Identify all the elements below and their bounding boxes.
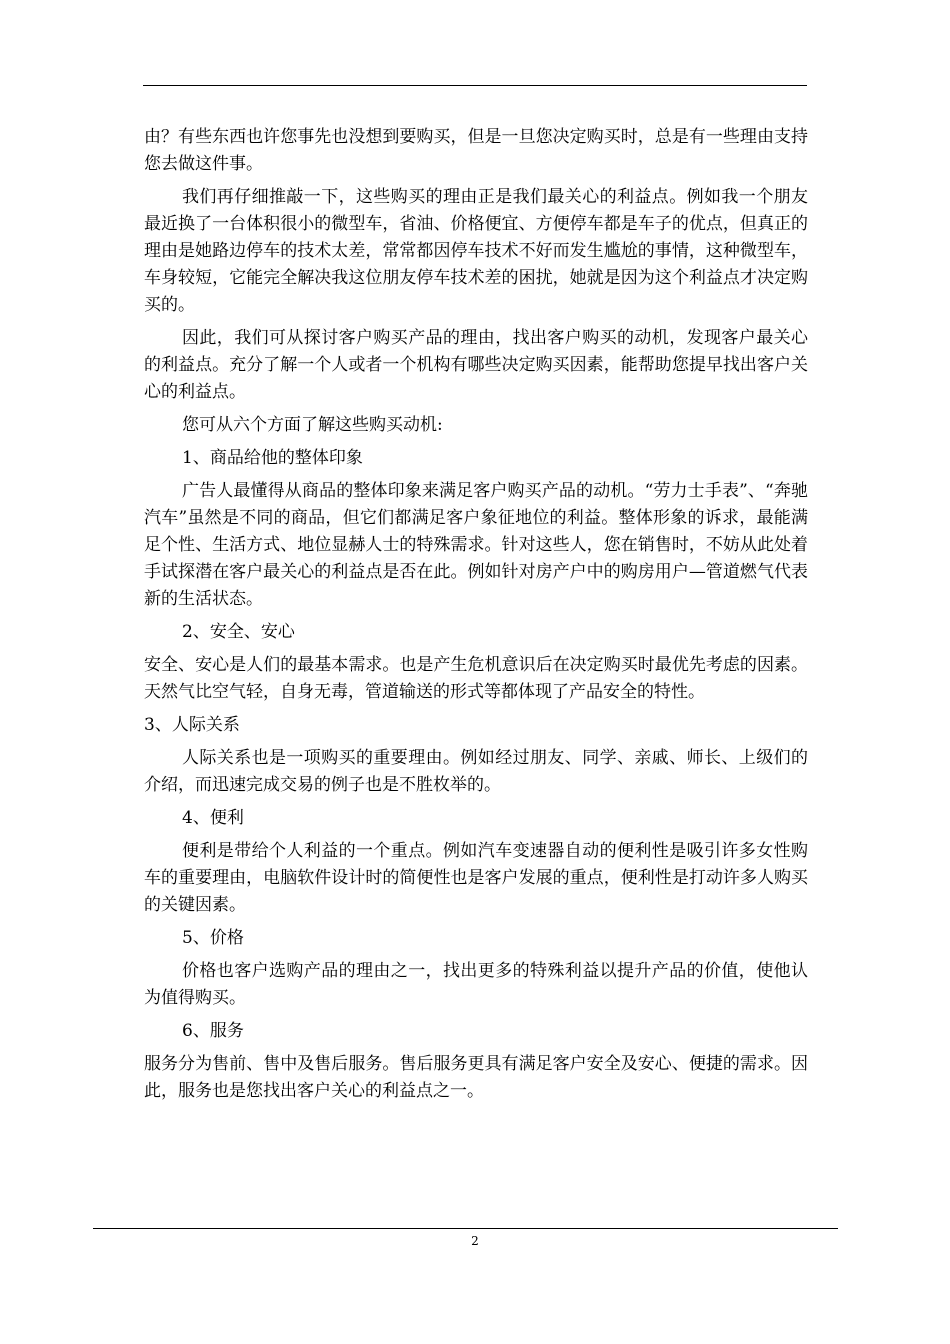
paragraph-therefore: 因此，我们可从探讨客户购买产品的理由，找出客户购买的动机，发现客户最关心的利益点。充分了解一个人或者一个机构有哪些决定购买因素，能帮助您提早找出客户关心的利益点。: [144, 328, 808, 402]
heading-service: 6、服务: [182, 1021, 244, 1041]
heading-convenience: 4、便利: [182, 808, 244, 828]
heading-safety: 2、安全、安心: [182, 622, 295, 642]
page-number: 2: [471, 1234, 479, 1248]
paragraph-service: 服务分为售前、售中及售后服务。售后服务更具有满足客户安全及安心、便捷的需求。因此，服务也是您找出客户关心的利益点之一。: [144, 1054, 808, 1101]
footer-rule: [93, 1228, 838, 1229]
header-rule: [143, 85, 807, 86]
paragraph-six-aspects: 您可从六个方面了解这些购买动机:: [182, 415, 443, 435]
paragraph-overall-impression: 广告人最懂得从商品的整体印象来满足客户购买产品的动机。“劳力士手表”、“奔驰汽车”虽然是不同的商品，但它们都满足客户象征地位的利益。整体形象的诉求，最能满足个性、生活方式、地位显赫人士的特殊需求。针对这些人，您在销售时，不妨从此处着手试探潜在客户最关心的利益点是否在此。例如针对房产户中的购房用户—管道燃气代表新的生活状态。: [144, 481, 808, 609]
paragraph-relationships: 人际关系也是一项购买的重要理由。例如经过朋友、同学、亲戚、师长、上级们的介绍，而迅速完成交易的例子也是不胜枚举的。: [144, 748, 808, 795]
paragraph-convenience: 便利是带给个人利益的一个重点。例如汽车变速器自动的便利性是吸引许多女性购车的重要理由，电脑软件设计时的简便性也是客户发展的重点，便利性是打动许多人购买的关键因素。: [144, 841, 808, 915]
paragraph-safety: 安全、安心是人们的最基本需求。也是产生危机意识后在决定购买时最优先考虑的因素。天然气比空气轻，自身无毒，管道输送的形式等都体现了产品安全的特性。: [144, 655, 808, 702]
heading-price: 5、价格: [182, 928, 244, 948]
document-body: [144, 124, 808, 1111]
paragraph-intro-continuation: 由？有些东西也许您事先也没想到要购买，但是一旦您决定购买时，总是有一些理由支持您去做这件事。: [144, 127, 808, 174]
paragraph-price: 价格也客户选购产品的理由之一，找出更多的特殊利益以提升产品的价值，使他认为值得购买。: [144, 961, 808, 1008]
heading-relationships: 3、人际关系: [144, 715, 240, 735]
paragraph-benefit-example: 我们再仔细推敲一下，这些购买的理由正是我们最关心的利益点。例如我一个朋友最近换了一台体积很小的微型车，省油、价格便宜、方便停车都是车子的优点，但真正的理由是她路边停车的技术太差，常常都因停车技术不好而发生尴尬的事情，这种微型车，车身较短，它能完全解决我这位朋友停车技术差的困扰，她就是因为这个利益点才决定购买的。: [144, 187, 808, 315]
heading-overall-impression: 1、商品给他的整体印象: [182, 448, 363, 468]
